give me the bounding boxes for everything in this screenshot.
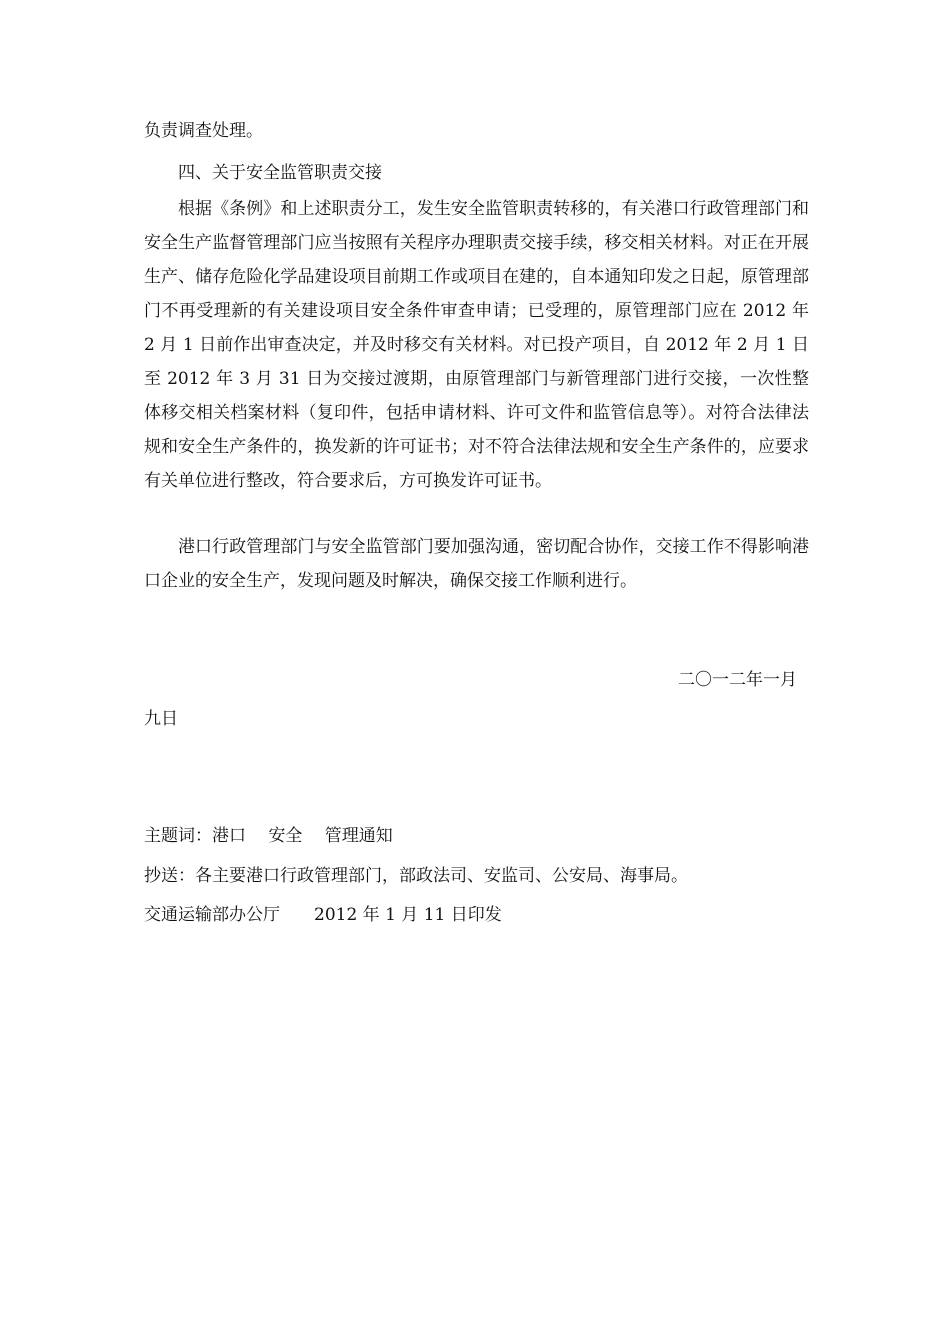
section-heading: 四、关于安全监管职责交接 — [178, 163, 382, 183]
date-line-2: 九日 — [144, 709, 178, 729]
paragraph-handover: 根据《条例》和上述职责分工，发生安全监管职责转移的，有关港口行政管理部门和安全生产监督管理部门应当按照有关程序办理职责交接手续，移交相关材料。对正在开展生产、储存危险化学品建设项目前期工作或项目在建的，自本通知印发之日起，原管理部门不再受理新的有关建设项目安全条件审查申请；已受理的，原管理部门应在 2012 年 2 月 1 日前作出审查决定，并及时移交有关材料。对已投产项目，自 2012 年 2 月 1 日至 2012 年 3 月 31 日为交接过渡期，由原管理部门与新管理部门进行交接，一次性整体移交相关档案材料（复印件，包括申请材料、许可文件和监管信息等）。对符合法律法规和安全生产条件的，换发新的许可证书；对不符合法律法规和安全生产条件的，应要求有关单位进行整改，符合要求后，方可换发许可证书。 — [144, 199, 809, 491]
subject-words: 主题词：港口 安全 管理通知 — [144, 826, 393, 846]
cc-line: 抄送：各主要港口行政管理部门，部政法司、安监司、公安局、海事局。 — [144, 866, 688, 886]
issuer-line: 交通运输部办公厅 2012 年 1 月 11 日印发 — [144, 905, 502, 925]
paragraph-coordination: 港口行政管理部门与安全监管部门要加强沟通，密切配合协作，交接工作不得影响港口企业的安全生产，发现问题及时解决，确保交接工作顺利进行。 — [144, 537, 809, 591]
continuation-text: 负责调查处理。 — [144, 121, 263, 141]
date-line-1: 二〇一二年一月 — [678, 670, 797, 690]
